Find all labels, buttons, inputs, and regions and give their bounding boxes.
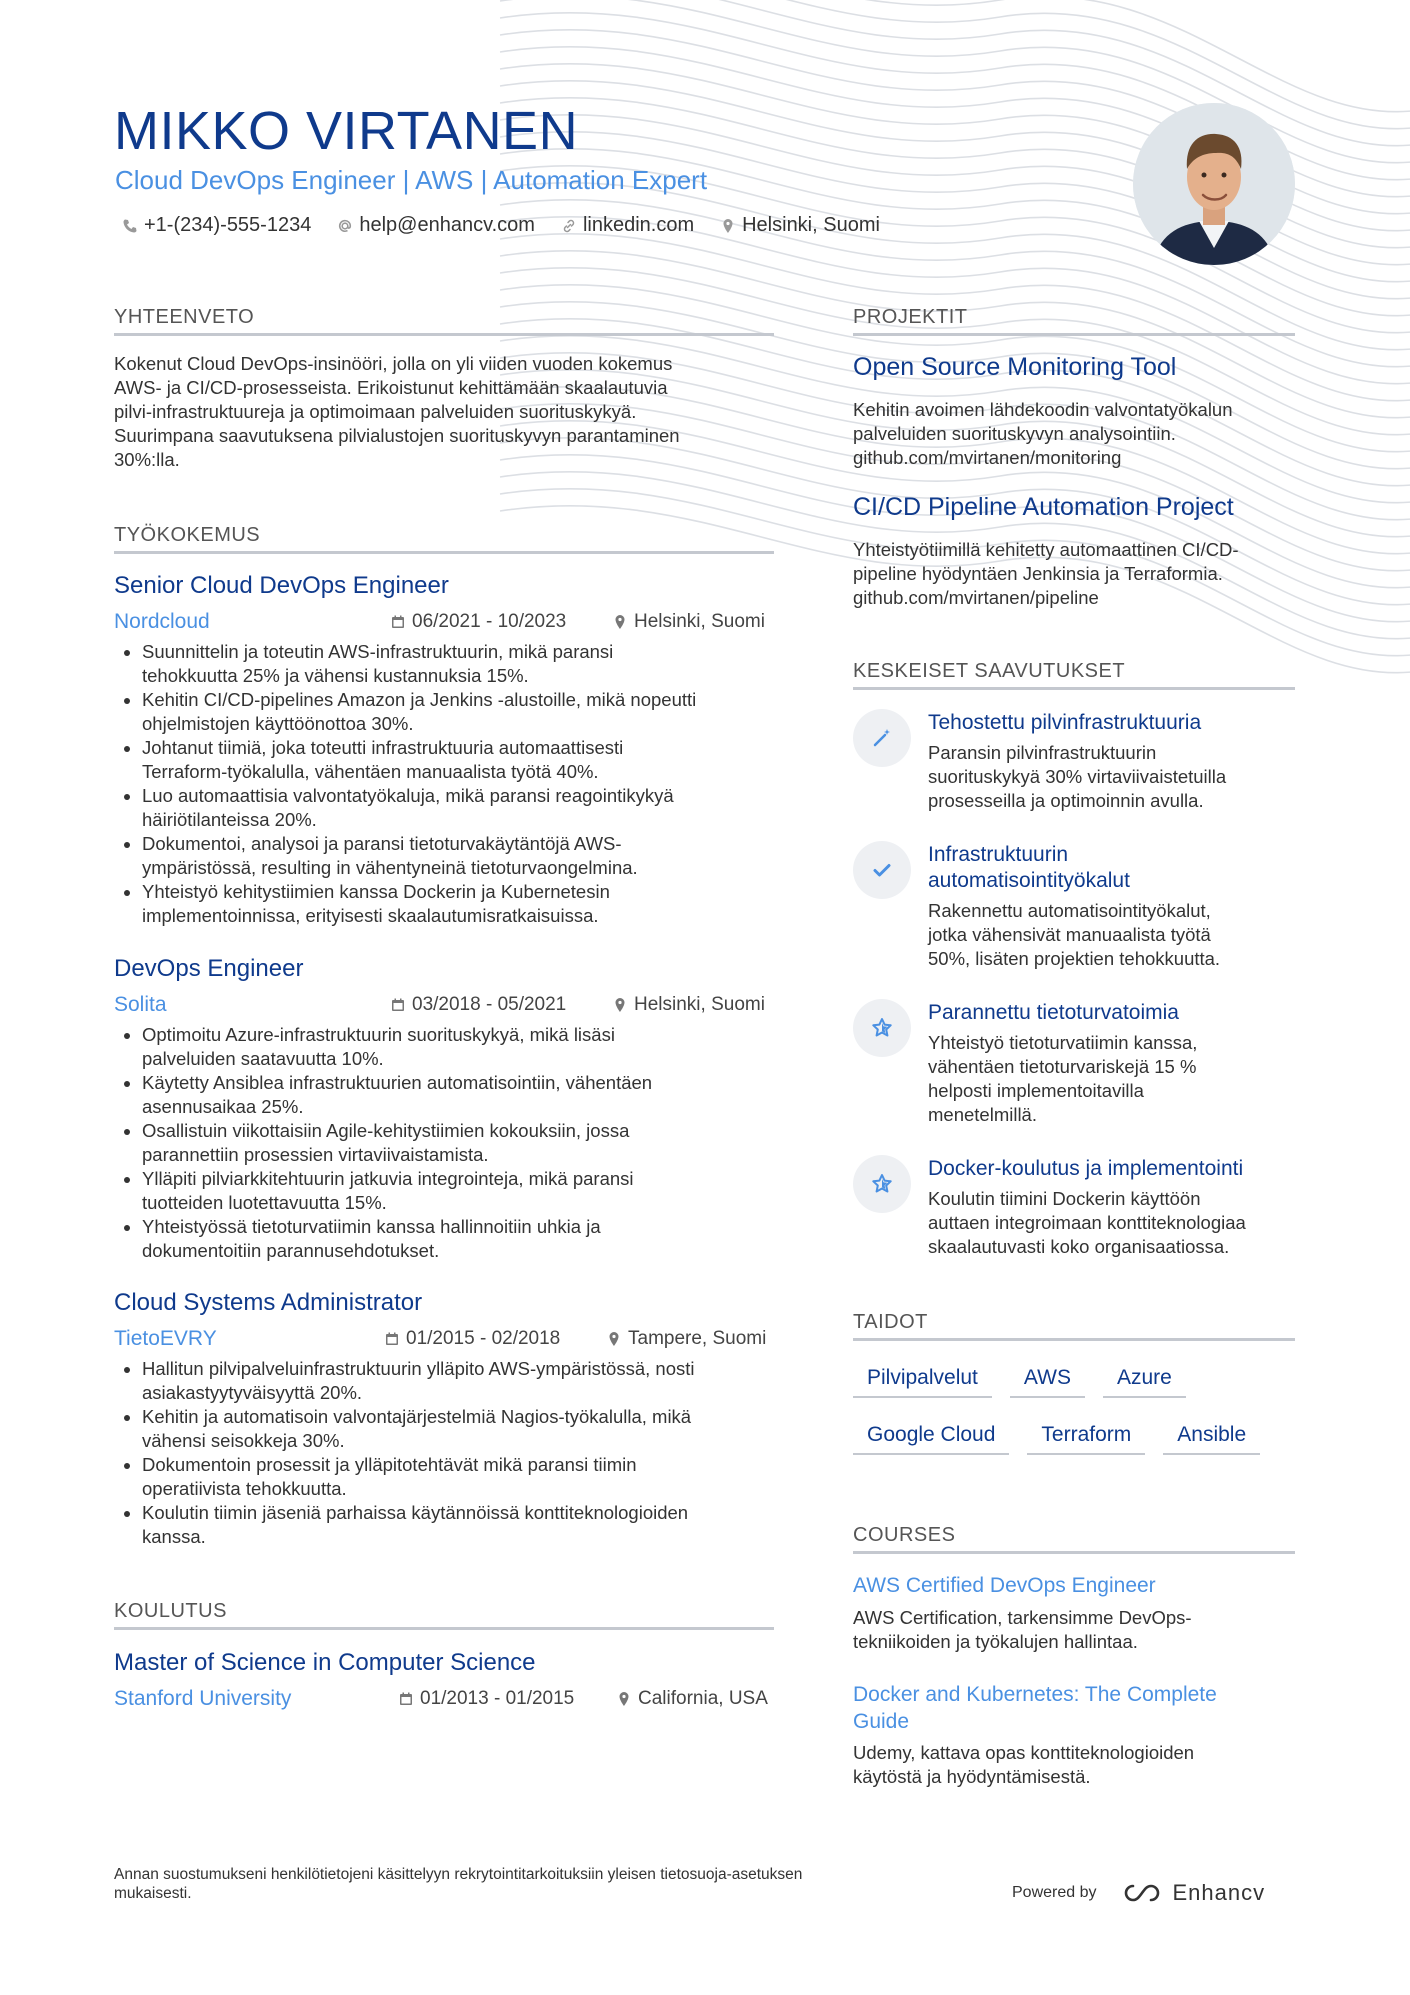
contact-bar [122, 214, 880, 237]
course-line: Udemy, kattava opas konttiteknologioiden [853, 1742, 1195, 1763]
projects-heading: PROJEKTIT [853, 306, 1295, 336]
achievements-heading: KESKEISET SAAVUTUKSET [853, 660, 1295, 690]
education-location-text: California, USA [638, 1688, 768, 1709]
phone-icon [122, 218, 138, 234]
list-item: • Osallistuin viikottaisiin Agile-kehitystiimien kokouksiin, jossa parannettiin prosessien virtaviivaistamista. [142, 1119, 782, 1167]
job-location-text: Tampere, Suomi [628, 1328, 767, 1349]
education-dates-text: 01/2013 - 01/2015 [420, 1688, 575, 1709]
list-item: • Kehitin CI/CD-pipelines Amazon ja Jenkins -alustoille, mikä nopeutti ohjelmistojen käyttöönottoa 30%. [142, 688, 782, 736]
location-pin-icon [606, 1331, 622, 1347]
achievement-line: jotka vähensivät manuaalista työtä [928, 924, 1211, 945]
list-item: • Luo automaattisia valvontatyökaluja, mikä paransi reagointikykyä häiriötilanteissa 20%. [142, 784, 782, 832]
project-link[interactable]: github.com/mvirtanen/monitoring [853, 447, 1122, 468]
calendar-icon [398, 1691, 414, 1707]
job-dates [384, 1328, 560, 1350]
powered-by-badge[interactable] [1012, 1880, 1265, 1906]
achievement-line: vähentäen tietoturvariskejä 15 % [928, 1056, 1197, 1077]
course-line: tekniikoiden ja työkalujen hallintaa. [853, 1631, 1138, 1652]
school-name: Stanford University [114, 1687, 292, 1710]
linkedin-text: linkedin.com [582, 214, 695, 236]
achievement-icon-badge [853, 1155, 911, 1213]
achievement-title [928, 842, 1130, 894]
list-item: • Yhteistyö kehitystiimien kanssa Dockerin ja Kubernetesin implementoinnissa, erityisesti skaalautumisratkaisuissa. [142, 880, 782, 928]
achievement-line: Yhteistyö tietoturvatiimin kanssa, [928, 1032, 1198, 1053]
job-dates [390, 611, 566, 633]
job-dates-text: 06/2021 - 10/2023 [412, 611, 567, 632]
course-line: käytöstä ja hyödyntämisestä. [853, 1766, 1091, 1787]
contact-linkedin[interactable] [561, 214, 694, 237]
job-dates [390, 994, 566, 1016]
achievement-line: Paransin pilvinfrastruktuurin [928, 742, 1157, 763]
enhancv-logo-icon [1119, 1880, 1165, 1906]
job-location [612, 994, 765, 1016]
summary-line: pilvi-infrastruktuureja ja optimoimaan palveluiden suorituskykyä. [114, 401, 637, 422]
list-item: • Suunnittelin ja toteutin AWS-infrastruktuurin, mikä paransi tehokkuutta 25% ja vähensi kustannuksia 15%. [142, 640, 782, 688]
course-title [853, 1681, 1217, 1735]
gdpr-consent [114, 1865, 934, 1903]
job-dates-text: 03/2018 - 05/2021 [412, 994, 567, 1015]
course-title-line: Guide [853, 1710, 910, 1733]
project-title: Open Source Monitoring Tool [853, 353, 1177, 381]
achievement-title-line: automatisointityökalut [928, 869, 1130, 892]
contact-location [720, 214, 880, 237]
achievement-line: Rakennettu automatisointityökalut, [928, 900, 1211, 921]
achievement-description [928, 899, 1298, 971]
skills-heading: TAIDOT [853, 1311, 1295, 1341]
summary-line: Kokenut Cloud DevOps-insinööri, jolla on yli viiden vuoden kokemus [114, 353, 673, 374]
job-title: Cloud Systems Administrator [114, 1289, 423, 1316]
course-title-line: Docker and Kubernetes: The Complete [853, 1683, 1217, 1706]
location-pin-icon [612, 614, 628, 630]
contact-phone[interactable] [122, 214, 311, 237]
location-pin-icon [616, 1691, 632, 1707]
summary-line: Suurimpana saavutuksena pilvialustojen suorituskyvyn parantaminen [114, 425, 680, 446]
summary-heading: YHTEENVETO [114, 306, 774, 336]
achievement-title: Docker-koulutus ja implementointi [928, 1157, 1244, 1180]
enhancv-wordmark: Enhancv [1172, 1880, 1266, 1905]
list-item: • Dokumentoin prosessit ja ylläpitotehtävät mikä paransi tiimin operatiivista tehokkuutta. [142, 1453, 782, 1501]
skill-tag: Google Cloud [853, 1423, 1009, 1455]
education-location [616, 1688, 768, 1710]
achievement-line: helposti implementoitavilla [928, 1080, 1144, 1101]
achievement-line: suorituskykyä 30% virtaviivaistetuilla [928, 766, 1227, 787]
job-company: Nordcloud [114, 610, 210, 633]
skill-tag: Terraform [1027, 1423, 1145, 1455]
list-item: • Koulutin tiimin jäseniä parhaissa käytännöissä konttiteknologioiden kanssa. [142, 1501, 782, 1549]
wave-line [500, 0, 1410, 129]
project-title: CI/CD Pipeline Automation Project [853, 493, 1234, 521]
courses-heading: COURSES [853, 1524, 1295, 1554]
achievement-title-line: Infrastruktuurin [928, 843, 1069, 866]
project-line: pipeline hyödyntäen Jenkinsia ja Terraformia. [853, 563, 1223, 584]
skills-row [853, 1366, 1186, 1398]
achievement-icon-badge [853, 999, 911, 1057]
enhancv-logo [1119, 1880, 1266, 1906]
consent-line: mukaisesti. [114, 1885, 192, 1902]
job-company: Solita [114, 993, 167, 1016]
skills-row [853, 1423, 1260, 1455]
list-item: • Johtanut tiimiä, joka toteutti infrastruktuuria automaattisesti Terraform-työkalulla, vähentäen manuaalista työtä 40%. [142, 736, 782, 784]
location-pin-icon [720, 218, 736, 234]
achievement-icon-badge [853, 709, 911, 767]
skill-tag: Azure [1103, 1366, 1186, 1398]
achievement-icon-badge [853, 841, 911, 899]
list-item: • Ylläpiti pilviarkkitehtuurin jatkuvia integrointeja, mikä paransi tuotteiden luotettavuutta 15%. [142, 1167, 782, 1215]
summary-text [114, 352, 774, 472]
job-bullets [114, 640, 782, 928]
education-heading: KOULUTUS [114, 1600, 774, 1630]
degree-title: Master of Science in Computer Science [114, 1649, 536, 1676]
location-pin-icon [612, 997, 628, 1013]
skill-tag: Pilvipalvelut [853, 1366, 992, 1398]
achievement-description [928, 1187, 1298, 1259]
job-location [612, 611, 765, 633]
consent-line: Annan suostumukseni henkilötietojeni käsittelyyn rekrytointitarkoituksiin yleisen tietosuoja-asetuksen [114, 1866, 803, 1883]
achievement-line: Koulutin tiimini Dockerin käyttöön [928, 1188, 1201, 1209]
experience-heading: TYÖKOKEMUS [114, 524, 774, 554]
list-item: • Kehitin ja automatisoin valvontajärjestelmiä Nagios-työkalulla, mikä vähensi seisokkeja 30%. [142, 1405, 782, 1453]
job-dates-text: 01/2015 - 02/2018 [406, 1328, 561, 1349]
project-line: Kehitin avoimen lähdekoodin valvontatyökalun [853, 399, 1233, 420]
job-bullets [114, 1023, 782, 1263]
job-company: TietoEVRY [114, 1327, 217, 1350]
list-item: • Käytetty Ansiblea infrastruktuurien automatisointiin, vähentäen asennusaikaa 25%. [142, 1071, 782, 1119]
skill-tag: Ansible [1163, 1423, 1260, 1455]
achievement-line: 50%, lisäten projektien tehokkuutta. [928, 948, 1221, 969]
calendar-icon [390, 614, 406, 630]
list-item: • Hallitun pilvipalveluinfrastruktuurin ylläpito AWS-ympäristössä, nosti asiakastyytyväisyyttä 20%. [142, 1357, 782, 1405]
calendar-icon [390, 997, 406, 1013]
avatar-illustration [1133, 103, 1295, 265]
candidate-name: MIKKO VIRTANEN [114, 101, 579, 161]
course-description [853, 1606, 1295, 1654]
star-icon [870, 1016, 894, 1040]
phone-text: +1-(234)-555-1234 [144, 214, 312, 236]
course-line: AWS Certification, tarkensimme DevOps- [853, 1607, 1192, 1628]
star-icon [870, 1172, 894, 1196]
powered-by-text: Powered by [1012, 1884, 1097, 1901]
list-item: • Optimoitu Azure-infrastruktuurin suorituskykyä, mikä lisäsi palveluiden saatavuutta 10%. [142, 1023, 782, 1071]
project-description [853, 398, 1295, 470]
job-location [606, 1328, 766, 1350]
achievement-line: menetelmillä. [928, 1104, 1037, 1125]
location-text: Helsinki, Suomi [742, 214, 880, 236]
course-title: AWS Certified DevOps Engineer [853, 1574, 1156, 1597]
wave-line [500, 0, 1410, 146]
link-icon [561, 218, 577, 234]
achievement-title: Parannettu tietoturvatoimia [928, 1001, 1179, 1024]
profile-photo [1133, 103, 1295, 265]
job-bullets [114, 1357, 782, 1549]
achievement-line: skaalautuvasti koko organisaatiossa. [928, 1236, 1230, 1257]
achievement-description [928, 741, 1298, 813]
achievement-title: Tehostettu pilvinfrastruktuuria [928, 711, 1202, 734]
achievement-description [928, 1031, 1298, 1127]
summary-line: 30%:lla. [114, 449, 180, 470]
course-description [853, 1741, 1295, 1789]
wave-line [500, 0, 1410, 112]
summary-line: AWS- ja CI/CD-prosesseista. Erikoistunut kehittämään skaalautuvia [114, 377, 668, 398]
job-title: DevOps Engineer [114, 955, 304, 982]
achievement-line: prosesseilla ja optimoinnin avulla. [928, 790, 1204, 811]
project-description [853, 538, 1295, 610]
project-line: palveluiden suorituskyvyn analysointiin. [853, 423, 1176, 444]
list-item: • Yhteistyössä tietoturvatiimin kanssa hallinnoitiin uhkia ja dokumentoitiin parannusehdotukset. [142, 1215, 782, 1263]
email-text: help@enhancv.com [359, 214, 535, 236]
project-line: Yhteistyötiimillä kehitetty automaattinen CI/CD- [853, 539, 1239, 560]
job-location-text: Helsinki, Suomi [634, 611, 765, 632]
check-icon [870, 858, 894, 882]
list-item: • Dokumentoi, analysoi ja paransi tietoturvakäytäntöjä AWS- ympäristössä, resulting in vähentyneinä tietoturvaongelmina. [142, 832, 782, 880]
contact-email[interactable] [337, 214, 535, 237]
achievement-line: auttaen integroimaan konttiteknologiaa [928, 1212, 1246, 1233]
candidate-title: Cloud DevOps Engineer | AWS | Automation Expert [115, 165, 708, 195]
at-icon [337, 218, 353, 234]
skill-tag: AWS [1010, 1366, 1085, 1398]
project-link[interactable]: github.com/mvirtanen/pipeline [853, 587, 1099, 608]
job-location-text: Helsinki, Suomi [634, 994, 765, 1015]
education-dates [398, 1688, 574, 1710]
magic-wand-icon [870, 726, 894, 750]
calendar-icon [384, 1331, 400, 1347]
job-title: Senior Cloud DevOps Engineer [114, 572, 449, 599]
